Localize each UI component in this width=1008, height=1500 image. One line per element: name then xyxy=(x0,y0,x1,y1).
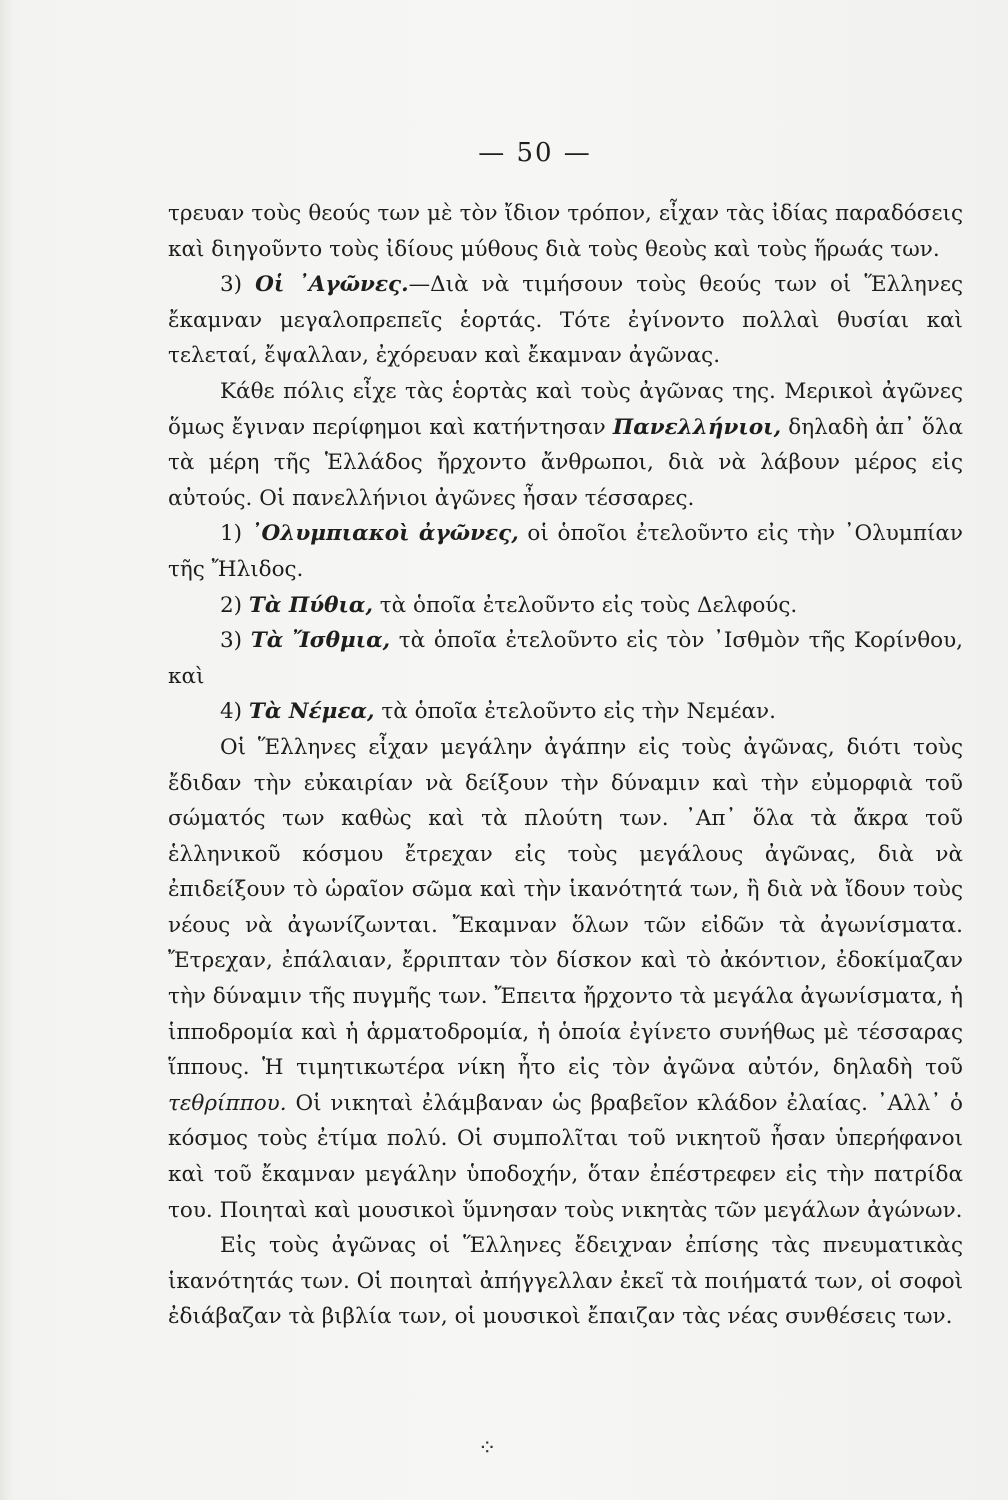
list-title-nemea: Τὰ Νέμεα, xyxy=(248,699,375,725)
list-number: 2) xyxy=(220,592,249,618)
ink-mark-icon: ⁘ xyxy=(478,1436,497,1461)
section-number: 3) xyxy=(220,272,256,298)
list-text-nemea: τὰ ὁποῖα ἐτελοῦντο εἰς τὴν Νεμέαν. xyxy=(374,699,776,725)
paragraph-3-text-a: Κάθε πόλις εἶχε τὰς ἑορτὰς καὶ τοὺς ἀγῶνας της. Μερικοὶ ἀγῶνες ὅμως ἔγιναν περίφημοι καὶ κατήντησαν xyxy=(168,378,963,440)
list-item-nemea xyxy=(168,694,963,730)
list-text-olympia: οἱ ὁποῖοι ἐτελοῦντο εἰς τὴν ᾿Ολυμπίαν τῆς Ἤλιδος. xyxy=(168,521,963,582)
list-number: 4) xyxy=(220,699,249,725)
list-title-pythia: Τὰ Πύθια, xyxy=(248,592,373,618)
list-text-pythia: τὰ ὁποῖα ἐτελοῦντο εἰς τοὺς Δελφούς. xyxy=(372,592,798,618)
section-title-agones: Οἱ ᾿Αγῶνες. xyxy=(255,272,409,298)
paragraph-4-text-a: Οἱ Ἕλληνες εἶχαν μεγάλην ἀγάπην εἰς τοὺς ἀγῶνας, διότι τοὺς ἔδιδαν τὴν εὐκαιρίαν νὰ δείξουν τὴν δύναμιν καὶ τὴν εὐμορφιὰ τοῦ σώματός των καθὼς καὶ τὰ πλούτη των. ᾿Απ᾿ ὅλα τὰ ἄκρα τοῦ ἑλληνικοῦ κόσμου ἔτρεχαν εἰς τοὺς μεγάλους ἀγῶνας, διὰ νὰ ἐπιδείξουν τὸ ὡραῖον σῶμα καὶ τὴν ἱκανότητά των, ἢ διὰ νὰ ἴδουν τοὺς νέους νὰ ἀγωνίζωνται. Ἔκαμναν ὅλων τῶν εἰδῶν τὰ ἀγωνίσματα. Ἔτρεχαν, ἐπάλαιαν, ἔρριπταν τὸν δίσκον καὶ τὸ ἀκόντιον, ἐδοκίμαζαν τὴν δύναμιν τῆς πυγμῆς των. Ἔπειτα ἤρχοντο τὰ μεγάλα ἀγωνίσματα, ἡ ἱπποδρομία καὶ ἡ ἁρματοδρομία, ἡ ὁποία ἐγίνετο συνήθως μὲ τέσσαρας ἵππους. Ἡ τιμητικωτέρα νίκη ἦτο εἰς τὸν ἀγῶνα αὐτόν, δηλαδὴ τοῦ xyxy=(168,734,963,1081)
paragraph-1: τρευαν τοὺς θεούς των μὲ τὸν ἴδιον τρόπον, εἶχαν τὰς ἰδίας παραδόσεις καὶ διηγοῦντο τοὺς ἰδίους μύθους διὰ τοὺς θεοὺς καὶ τοὺς ἥρωάς των. xyxy=(168,201,963,262)
paragraph-4 xyxy=(168,730,963,1228)
term-panellinioi: Πανελλήνιοι, xyxy=(612,414,782,440)
paragraph-2 xyxy=(168,267,963,374)
page-number: — 50 — xyxy=(478,138,592,168)
list-title-isthmia: Τὰ Ἴσθμια, xyxy=(250,628,391,654)
list-number: 3) xyxy=(220,628,251,654)
list-item-isthmia xyxy=(168,623,963,694)
paragraph-3-text-b: δηλαδὴ ἀπ᾿ ὅλα τὰ μέρη τῆς Ἑλλάδος ἤρχοντο ἄνθρωποι, διὰ νὰ λάβουν μέρος εἰς αὐτούς. Οἱ πανελλήνιοι ἀγῶνες ἦσαν τέσσαρες. xyxy=(168,414,963,511)
list-number: 1) xyxy=(220,521,251,547)
paragraph-4-text-b: Οἱ νικηταὶ ἐλάμβαναν ὡς βραβεῖον κλάδον ἐλαίας. ᾿Αλλ᾿ ὁ κόσμος τοὺς ἐτίμα πολύ. Οἱ συμπολῖται τοῦ νικητοῦ ἦσαν ὑπερήφανοι καὶ τοῦ ἔκαμναν μεγάλην ὑποδοχήν, ὅταν ἐπέστρεφεν εἰς τὴν πατρίδα του. Ποιηταὶ καὶ μουσικοὶ ὕμνησαν τοὺς νικητὰς τῶν μεγάλων ἀγώνων. xyxy=(168,1090,963,1223)
list-item-pythia xyxy=(168,588,963,624)
list-title-olympia: ᾿Ολυμπιακοὶ ἀγῶνες, xyxy=(250,521,519,547)
list-text-isthmia: τὰ ὁποῖα ἐτελοῦντο εἰς τὸν ᾿Ισθμὸν τῆς Κορίνθου, καὶ xyxy=(168,628,963,689)
paragraph-3 xyxy=(168,374,963,516)
paragraph-5: Εἰς τοὺς ἀγῶνας οἱ Ἕλληνες ἔδειχναν ἐπίσης τὰς πνευματικὰς ἱκανότητάς των. Οἱ ποιηταὶ ἀπήγγελλαν ἐκεῖ τὰ ποιήματά των, οἱ σοφοὶ ἐδιάβαζαν τὰ βιβλία των, οἱ μουσικοὶ ἔπαιζαν τὰς νέας συνθέσεις των. xyxy=(168,1233,963,1330)
paragraph-2-text: —Διὰ νὰ τιμήσουν τοὺς θεούς των οἱ Ἕλληνες ἔκαμναν μεγαλοπρεπεῖς ἑορτάς. Τότε ἐγίνοντο πολλαὶ θυσίαι καὶ τελεταί, ἔψαλλαν, ἐχόρευαν καὶ ἔκαμναν ἀγῶνας. xyxy=(168,272,964,369)
term-tethrippou: τεθρίππου. xyxy=(168,1090,287,1116)
list-item-olympia xyxy=(168,516,963,587)
body-text xyxy=(168,196,963,1335)
